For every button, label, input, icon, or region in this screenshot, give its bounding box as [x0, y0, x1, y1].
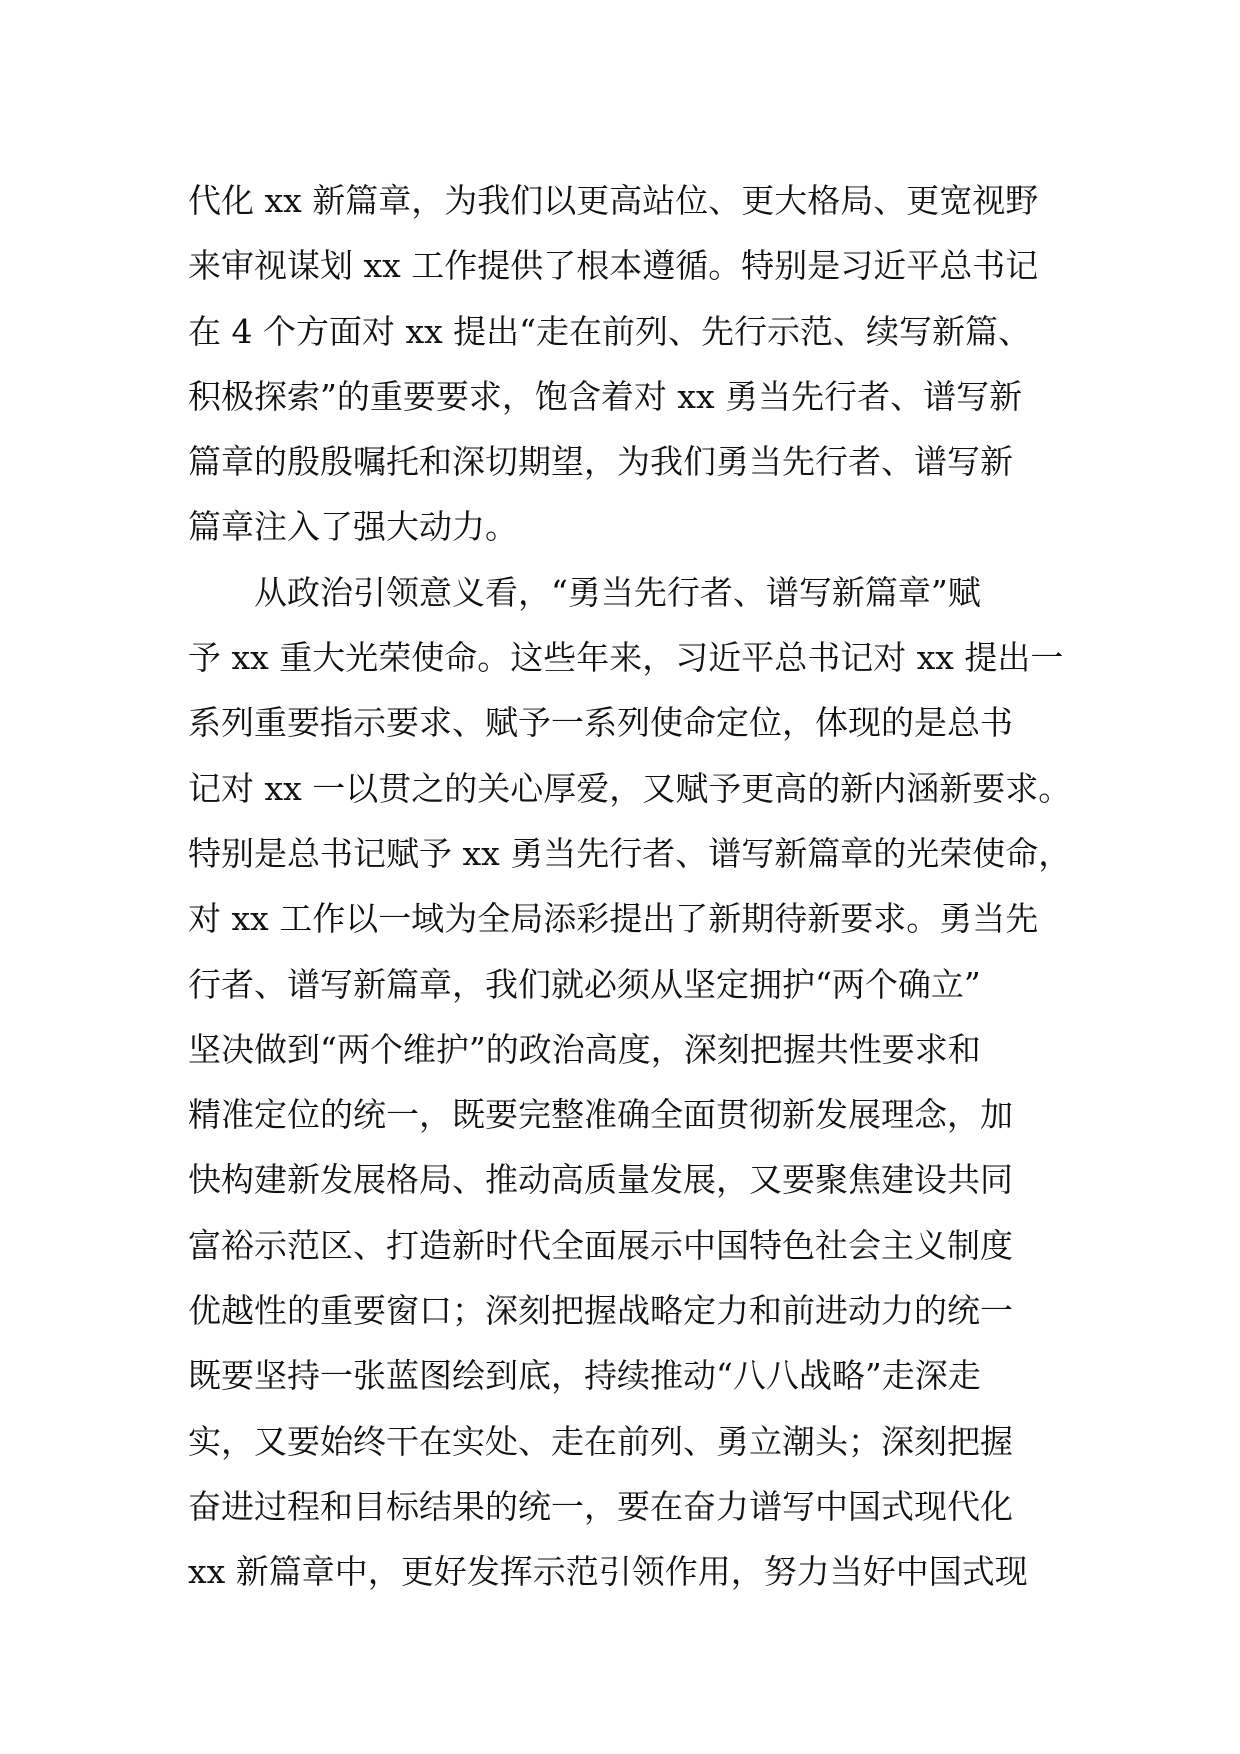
text-line: 优越性的重要窗口；深刻把握战略定力和前进动力的统一 — [188, 1291, 1013, 1331]
text-line: 坚决做到“两个维护”的政治高度，深刻把握共性要求和 — [188, 1029, 981, 1069]
text-line: 来审视谋划 xx 工作提供了根本遵循。特别是习近平总书记 — [188, 246, 1039, 286]
text-line: 篇章注入了强大动力。 — [188, 507, 518, 547]
paragraph-start-line: 从政治引领意义看，“勇当先行者、谱写新篇章”赋 — [254, 572, 981, 612]
text-line: 既要坚持一张蓝图绘到底，持续推动“八八战略”走深走 — [188, 1356, 981, 1396]
text-line: 篇章的殷殷嘱托和深切期望，为我们勇当先行者、谱写新 — [188, 442, 1013, 482]
text-line: 系列重要指示要求、赋予一系列使命定位，体现的是总书 — [188, 703, 1013, 743]
text-line: 特别是总书记赋予 xx 勇当先行者、谱写新篇章的光荣使命， — [188, 833, 1072, 873]
text-line: 奋进过程和目标结果的统一，要在奋力谱写中国式现代化 — [188, 1486, 1013, 1526]
text-line: 予 xx 重大光荣使命。这些年来，习近平总书记对 xx 提出一 — [188, 638, 1064, 678]
text-line: 对 xx 工作以一域为全局添彩提出了新期待新要求。勇当先 — [188, 899, 1039, 939]
text-line: 实，又要始终干在实处、走在前列、勇立潮头；深刻把握 — [188, 1421, 1013, 1461]
text-line: 在 4 个方面对 xx 提出“走在前列、先行示范、续写新篇、 — [188, 311, 1032, 351]
text-line: xx 新篇章中，更好发挥示范引领作用，努力当好中国式现 — [188, 1552, 1028, 1592]
text-line: 精准定位的统一，既要完整准确全面贯彻新发展理念，加 — [188, 1095, 1013, 1135]
text-line: 代化 xx 新篇章，为我们以更高站位、更大格局、更宽视野 — [188, 181, 1039, 220]
text-line: 快构建新发展格局、推动高质量发展，又要聚焦建设共同 — [188, 1160, 1013, 1200]
text-line: 积极探索”的重要要求，饱含着对 xx 勇当先行者、谱写新 — [188, 376, 1023, 416]
text-line: 富裕示范区、打造新时代全面展示中国特色社会主义制度 — [188, 1225, 1013, 1265]
text-line: 记对 xx 一以贯之的关心厚爱，又赋予更高的新内涵新要求。 — [188, 768, 1072, 808]
body-text — [188, 168, 1088, 1605]
text-line: 行者、谱写新篇章，我们就必须从坚定拥护“两个确立” — [188, 964, 981, 1004]
